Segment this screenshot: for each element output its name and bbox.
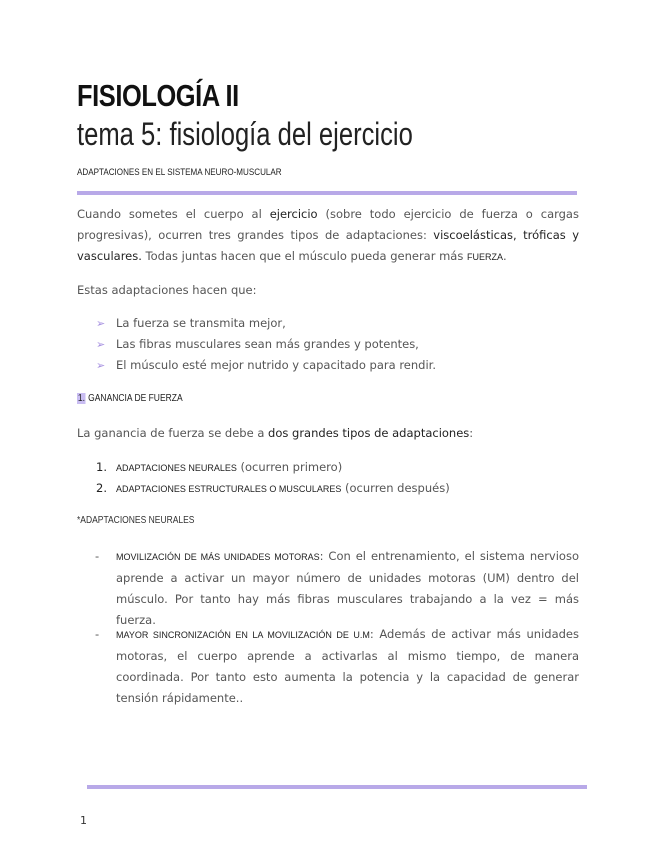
intro-text-1: Cuando sometes el cuerpo al xyxy=(77,207,270,221)
dash-item xyxy=(95,624,579,709)
item-label: ADAPTACIONES ESTRUCTURALES O MUSCULARES xyxy=(116,484,342,494)
list-item xyxy=(96,334,436,355)
dash-item-text xyxy=(116,546,579,631)
list-item xyxy=(96,478,450,499)
dash-item-body: : Con el entrenamiento, el sistema nervioso aprende a activar un mayor número de unidades motoras (UM) dentro del músculo. Por tanto hay más fibras musculares trabajando a la vez = más fuerza. xyxy=(116,549,579,627)
list-item-text: Las fibras musculares sean más grandes y potentes, xyxy=(116,337,419,351)
dash-item-label: MAYOR SINCRONIZACIÓN EN LA MOVILIZACIÓN DE U.M xyxy=(116,630,370,640)
list-item xyxy=(96,457,450,478)
neural-heading: *ADAPTACIONES NEURALES xyxy=(77,515,195,526)
section-number: 1. xyxy=(77,393,85,404)
arrow-bullet-icon: ➢ xyxy=(96,317,106,330)
intro-text-2: (sobre todo ejercicio de fuerza o cargas progresivas), ocurren tres grandes tipos de adaptaciones: xyxy=(77,207,579,242)
section-heading-1 xyxy=(77,393,183,404)
dash-item-label: MOVILIZACIÓN DE MÁS UNIDADES MOTORAS xyxy=(116,552,320,562)
intro-bold-1: ejercicio xyxy=(269,207,318,221)
item-note: (ocurren después) xyxy=(341,481,450,495)
intro-text-4: . xyxy=(503,249,507,263)
top-divider xyxy=(77,191,577,195)
dash-bullet: - xyxy=(95,549,100,563)
dash-bullet: - xyxy=(95,627,100,641)
dash-item xyxy=(95,546,579,631)
intro-bold-2: viscoelásticas, tróficas y vasculares. xyxy=(77,228,580,263)
list-item-text: La fuerza se transmita mejor, xyxy=(116,316,286,330)
list-item-text: El músculo esté mejor nutrido y capacitado para rendir. xyxy=(116,358,436,372)
list-item xyxy=(96,355,436,376)
dash-item-body: : Además de activar más unidades motoras, el cuerpo aprende a activarlas al mismo tiempo, de manera coordinada. Por tanto esto aumenta la potencia y la capacidad de generar tensión rápidamente.. xyxy=(116,627,579,705)
numbered-list xyxy=(96,457,450,499)
page-number: 1 xyxy=(80,814,87,827)
item-label: ADAPTACIONES NEURALES xyxy=(116,463,237,473)
adaptations-lead: Estas adaptaciones hacen que: xyxy=(77,283,257,297)
arrow-bullet-icon: ➢ xyxy=(96,359,106,372)
intro-paragraph xyxy=(77,204,579,268)
item-number: 1. xyxy=(96,460,107,474)
intro-bold-3: FUERZA xyxy=(467,252,504,262)
section-label: ADAPTACIONES EN EL SISTEMA NEURO-MUSCULAR xyxy=(77,167,282,178)
dash-item-text xyxy=(116,624,579,709)
arrow-bullet-icon: ➢ xyxy=(96,338,106,351)
document-subtitle: tema 5: fisiología del ejercicio xyxy=(77,116,413,152)
intro-text-3: Todas juntas hacen que el músculo pueda generar más xyxy=(141,249,468,263)
item-number: 2. xyxy=(96,481,107,495)
gain-paragraph xyxy=(77,423,579,444)
gain-text-1: La ganancia de fuerza se debe a xyxy=(77,426,269,440)
gain-bold: dos grandes tipos de adaptaciones xyxy=(268,426,470,440)
document-title: FISIOLOGÍA II xyxy=(77,78,239,113)
bottom-divider xyxy=(87,785,587,789)
gain-text-2: : xyxy=(469,426,474,440)
item-note: (ocurren primero) xyxy=(236,460,343,474)
section-title: GANANCIA DE FUERZA xyxy=(88,393,183,404)
arrow-list xyxy=(96,313,436,376)
list-item xyxy=(96,313,436,334)
